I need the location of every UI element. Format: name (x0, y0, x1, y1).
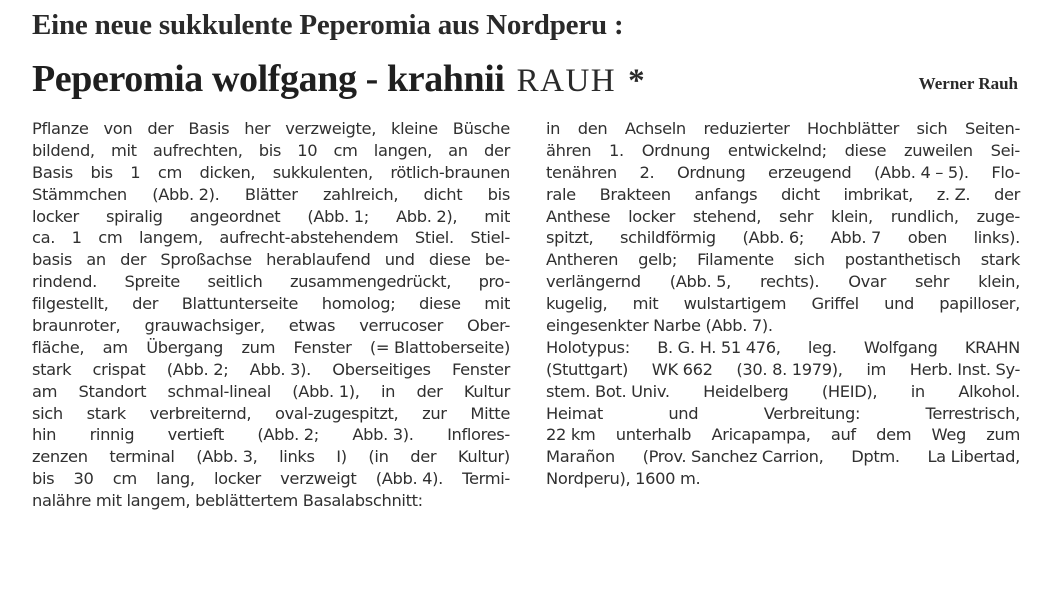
word: cm (98, 228, 123, 248)
word: 1 (71, 228, 82, 248)
word: (Abb. 3, (196, 447, 258, 467)
footnote-asterisk: * (628, 63, 645, 99)
word: La Libertad, (927, 447, 1020, 467)
word: erzeugend (767, 162, 852, 182)
word: schildförmig (620, 228, 716, 248)
word: zum (241, 337, 276, 357)
word: Ober- (467, 316, 510, 336)
word: mit (632, 294, 659, 314)
word: braunroter, (32, 316, 121, 336)
word: 22 km (546, 425, 596, 445)
word: spitzt, (546, 228, 594, 248)
word: Abb. 2), (395, 206, 458, 226)
word: bis (258, 140, 282, 160)
word: der (483, 140, 510, 160)
word: aufrechten, (152, 140, 243, 160)
word: locker (628, 206, 675, 226)
word: klein, (830, 206, 873, 226)
word: von (103, 119, 133, 138)
word: (Abb. 1), (292, 381, 360, 401)
word: auf (830, 425, 856, 445)
text-line (32, 337, 510, 359)
text-line (546, 249, 1020, 271)
word: Aricapampa, (711, 425, 811, 445)
word: (Abb. 4 – 5). (874, 162, 969, 182)
word: terminal (109, 447, 175, 467)
species-name: Peperomia wolfgang - krahnii (32, 58, 505, 100)
word: Antheren (546, 250, 619, 270)
species-authority: RAUH (516, 63, 617, 99)
word: Büsche (452, 119, 510, 138)
word: (Abb. 2). (152, 184, 220, 204)
word: stem. Bot. Univ. (546, 381, 670, 401)
word: etwas (288, 316, 336, 336)
word: Termi- (462, 469, 510, 489)
word: (30. 8. 1979), (736, 359, 843, 379)
word: langen, (373, 140, 432, 160)
word: (Abb. 1; (307, 206, 369, 226)
word: zahlreich, (322, 184, 399, 204)
word: Übergang (146, 337, 224, 357)
text-line (546, 162, 1020, 184)
word: tenähren (546, 162, 617, 182)
word: rale (546, 184, 576, 204)
word: Ordnung (676, 162, 746, 182)
word: rundlich, (890, 206, 959, 226)
text-line (32, 162, 510, 184)
word: locker (213, 469, 261, 489)
text-line (32, 206, 510, 228)
word: kugelig, (546, 294, 608, 314)
word: (Abb. 2; (166, 359, 229, 379)
word: oben (907, 228, 947, 248)
word: der (147, 119, 174, 138)
word: und (884, 294, 915, 314)
word: kleine (391, 119, 438, 138)
text-line (32, 446, 510, 468)
word: Fenster (293, 337, 352, 357)
word: Spreite (124, 272, 180, 292)
word: basis (32, 250, 73, 270)
word: zuge- (976, 206, 1020, 226)
word: Heimat (546, 403, 603, 423)
word: B. G. H. 51 476, (657, 337, 781, 357)
text-line (32, 490, 510, 512)
word: Hochblätter (807, 119, 899, 138)
word: imbrikat, (843, 184, 913, 204)
word: sehr (914, 272, 950, 292)
word: zenzen (32, 447, 88, 467)
word: cm (112, 469, 137, 489)
text-line (546, 315, 1020, 337)
word: Ovar (848, 272, 886, 292)
word: bis (32, 469, 55, 489)
word: mit (484, 206, 510, 226)
word: verlängernd (546, 272, 641, 292)
word: Blattunterseite (181, 294, 299, 314)
word: der (993, 184, 1020, 204)
word: seitlich (207, 272, 263, 292)
word: 2. (639, 162, 655, 182)
word: vertieft (167, 425, 224, 445)
word: (Stuttgart) (546, 359, 629, 379)
text-line (546, 468, 1020, 490)
word: klein, (978, 272, 1020, 292)
text-line (546, 227, 1020, 249)
word: rötlich-braunen (390, 162, 510, 182)
text-line (32, 359, 510, 381)
text-line (546, 140, 1020, 162)
word: zuweilen (904, 140, 973, 160)
text-line (546, 359, 1020, 381)
text-line (546, 446, 1020, 468)
word: zusammengedrückt, (289, 272, 452, 292)
word: Basalabschnitt: (302, 491, 423, 511)
word: hin (32, 425, 57, 445)
word: rindend. (32, 272, 97, 292)
word: Oberseitiges (332, 359, 431, 379)
word: Ordnung (641, 140, 711, 160)
word: Blätter (244, 184, 298, 204)
word: locker (32, 206, 79, 226)
word: stark (32, 359, 72, 379)
word: grauwachsiger, (144, 316, 265, 336)
word: der (410, 447, 437, 467)
word: Abb. 3). (249, 359, 311, 379)
word: Wolfgang (863, 337, 938, 357)
text-line (32, 424, 510, 446)
word: Weg (931, 425, 966, 445)
text-line (546, 184, 1020, 206)
word: postanthetisch (844, 250, 961, 270)
word: Kultur (463, 381, 510, 401)
word: Basis (188, 119, 230, 138)
word: zur (422, 403, 447, 423)
word: den (577, 119, 608, 138)
word: papilloser, (939, 294, 1020, 314)
word: dicken, (199, 162, 256, 182)
word: Filamente (697, 250, 774, 270)
word: angeordnet (189, 206, 281, 226)
word: unterhalb (615, 425, 692, 445)
word: eingesenkter Narbe (Abb. 7). (546, 316, 773, 336)
word: der (132, 294, 159, 314)
word: herablaufend (266, 250, 371, 270)
word: Sei- (990, 140, 1020, 160)
word: wulstartigem (683, 294, 787, 314)
word: dem (876, 425, 912, 445)
word: in (910, 381, 925, 401)
word: links). (973, 228, 1020, 248)
text-line (546, 424, 1020, 446)
text-line (32, 118, 510, 140)
word: verzweigt (280, 469, 357, 489)
word: Seiten- (964, 119, 1020, 138)
word: verbreiternd, (149, 403, 252, 423)
word: diese (428, 250, 471, 270)
word: Fenster (452, 359, 510, 379)
word: 30 (73, 469, 94, 489)
word: schmal-lineal (167, 381, 271, 401)
word: leg. (807, 337, 837, 357)
text-line (32, 315, 510, 337)
word: dicht (780, 184, 820, 204)
word: Holotypus: (546, 337, 630, 357)
word: und (384, 250, 415, 270)
text-line (32, 293, 510, 315)
word: beblättertem (195, 491, 298, 511)
word: bildend, (32, 140, 95, 160)
article-title (32, 56, 645, 110)
word: cm (333, 140, 358, 160)
word: Flo- (991, 162, 1020, 182)
word: nalähre (32, 491, 92, 511)
text-line (546, 337, 1020, 359)
word: her (244, 119, 271, 138)
text-line (546, 381, 1020, 403)
word: mit (484, 294, 510, 314)
word: Alkohol. (958, 381, 1020, 401)
word: 1 (130, 162, 141, 182)
article-kicker: Eine neue sukkulente Peperomia aus Nordperu : (32, 9, 624, 41)
word: diese (844, 140, 887, 160)
word: am (32, 381, 58, 401)
word: (HEID), (821, 381, 878, 401)
word: mit (95, 491, 122, 511)
text-line (32, 403, 510, 425)
word: an (86, 250, 106, 270)
word: links (279, 447, 315, 467)
text-column-right (546, 118, 1020, 490)
word: Stiel. (414, 228, 454, 248)
word: in (546, 119, 561, 138)
word: homolog; (321, 294, 396, 314)
word: cm (157, 162, 182, 182)
word: ähren (546, 140, 592, 160)
word: im (866, 359, 886, 379)
word: aufrecht-abstehendem (219, 228, 399, 248)
text-line (546, 271, 1020, 293)
word: verrucoser (359, 316, 443, 336)
text-line (32, 184, 510, 206)
word: an (448, 140, 468, 160)
word: langem, (126, 491, 191, 511)
word: 1. (609, 140, 624, 160)
text-line (546, 118, 1020, 140)
text-line (546, 403, 1020, 425)
word: entwickelnd; (727, 140, 827, 160)
word: sich (916, 119, 948, 138)
word: Terrestrisch, (925, 403, 1020, 423)
word: (Abb. 2; (257, 425, 319, 445)
word: Achseln (624, 119, 686, 138)
word: rinnig (89, 425, 135, 445)
text-line (32, 381, 510, 403)
word: sich (32, 403, 63, 423)
word: Stämmchen (32, 184, 127, 204)
word: lang, (156, 469, 195, 489)
word: rechts). (759, 272, 820, 292)
word: Verbreitung: (763, 403, 861, 423)
word: verzweigte, (285, 119, 377, 138)
text-line (32, 271, 510, 293)
word: anfangs (694, 184, 758, 204)
word: langem, (138, 228, 203, 248)
word: stehend, (692, 206, 762, 226)
text-line (32, 468, 510, 490)
text-line (32, 227, 510, 249)
word: Heidelberg (703, 381, 789, 401)
word: der (416, 381, 443, 401)
word: Anthese (546, 206, 611, 226)
word: stark (980, 250, 1020, 270)
word: Brakteen (599, 184, 671, 204)
word: gelb; (638, 250, 678, 270)
word: Stiel- (470, 228, 510, 248)
word: (in (368, 447, 389, 467)
word: stark (86, 403, 126, 423)
word: Abb. 3). (352, 425, 414, 445)
word: (Abb. 6; (742, 228, 804, 248)
word: oval-zugespitzt, (274, 403, 399, 423)
word: fläche, (32, 337, 85, 357)
word: crispat (92, 359, 146, 379)
word: mit (110, 140, 137, 160)
text-line (32, 140, 510, 162)
word: Griffel (811, 294, 859, 314)
word: pro- (478, 272, 510, 292)
word: Dptm. (851, 447, 900, 467)
word: Pflanze (32, 119, 89, 138)
word: diese (419, 294, 461, 314)
word: WK 662 (651, 359, 713, 379)
word: Sproßachse (160, 250, 252, 270)
text-column-left (32, 118, 510, 512)
word: sich (793, 250, 825, 270)
word: in (380, 381, 396, 401)
word: z. Z. (936, 184, 971, 204)
word: reduzierter (703, 119, 790, 138)
word: (= Blattoberseite) (369, 337, 510, 357)
word: ca. (32, 228, 56, 248)
word: Inflores- (447, 425, 510, 445)
text-line (32, 249, 510, 271)
word: 10 (297, 140, 318, 160)
word: filgestellt, (32, 294, 109, 314)
word: I) (336, 447, 347, 467)
word: (Abb. 5, (669, 272, 731, 292)
word: Mitte (470, 403, 510, 423)
word: KRAHN (964, 337, 1020, 357)
word: der (120, 250, 147, 270)
word: Kultur) (457, 447, 510, 467)
word: dicht (423, 184, 463, 204)
word: am (102, 337, 128, 357)
word: bis (487, 184, 510, 204)
word: bis (90, 162, 113, 182)
word: Herb. Inst. Sy- (909, 359, 1020, 379)
word: Basis (32, 162, 73, 182)
word: sehr (778, 206, 814, 226)
word: Abb. 7 (830, 228, 882, 248)
word: Nordperu), 1600 m. (546, 469, 701, 489)
word: und (668, 403, 699, 423)
word: be- (484, 250, 510, 270)
word: Standort (78, 381, 147, 401)
author-byline: Werner Rauh (918, 74, 1018, 93)
word: Marañon (546, 447, 615, 467)
text-line (546, 293, 1020, 315)
word: sukkulenten, (272, 162, 373, 182)
word: spiralig (105, 206, 163, 226)
word: (Abb. 4). (375, 469, 443, 489)
word: (Prov. Sanchez Carrion, (642, 447, 824, 467)
word: zum (986, 425, 1020, 445)
text-line (546, 206, 1020, 228)
